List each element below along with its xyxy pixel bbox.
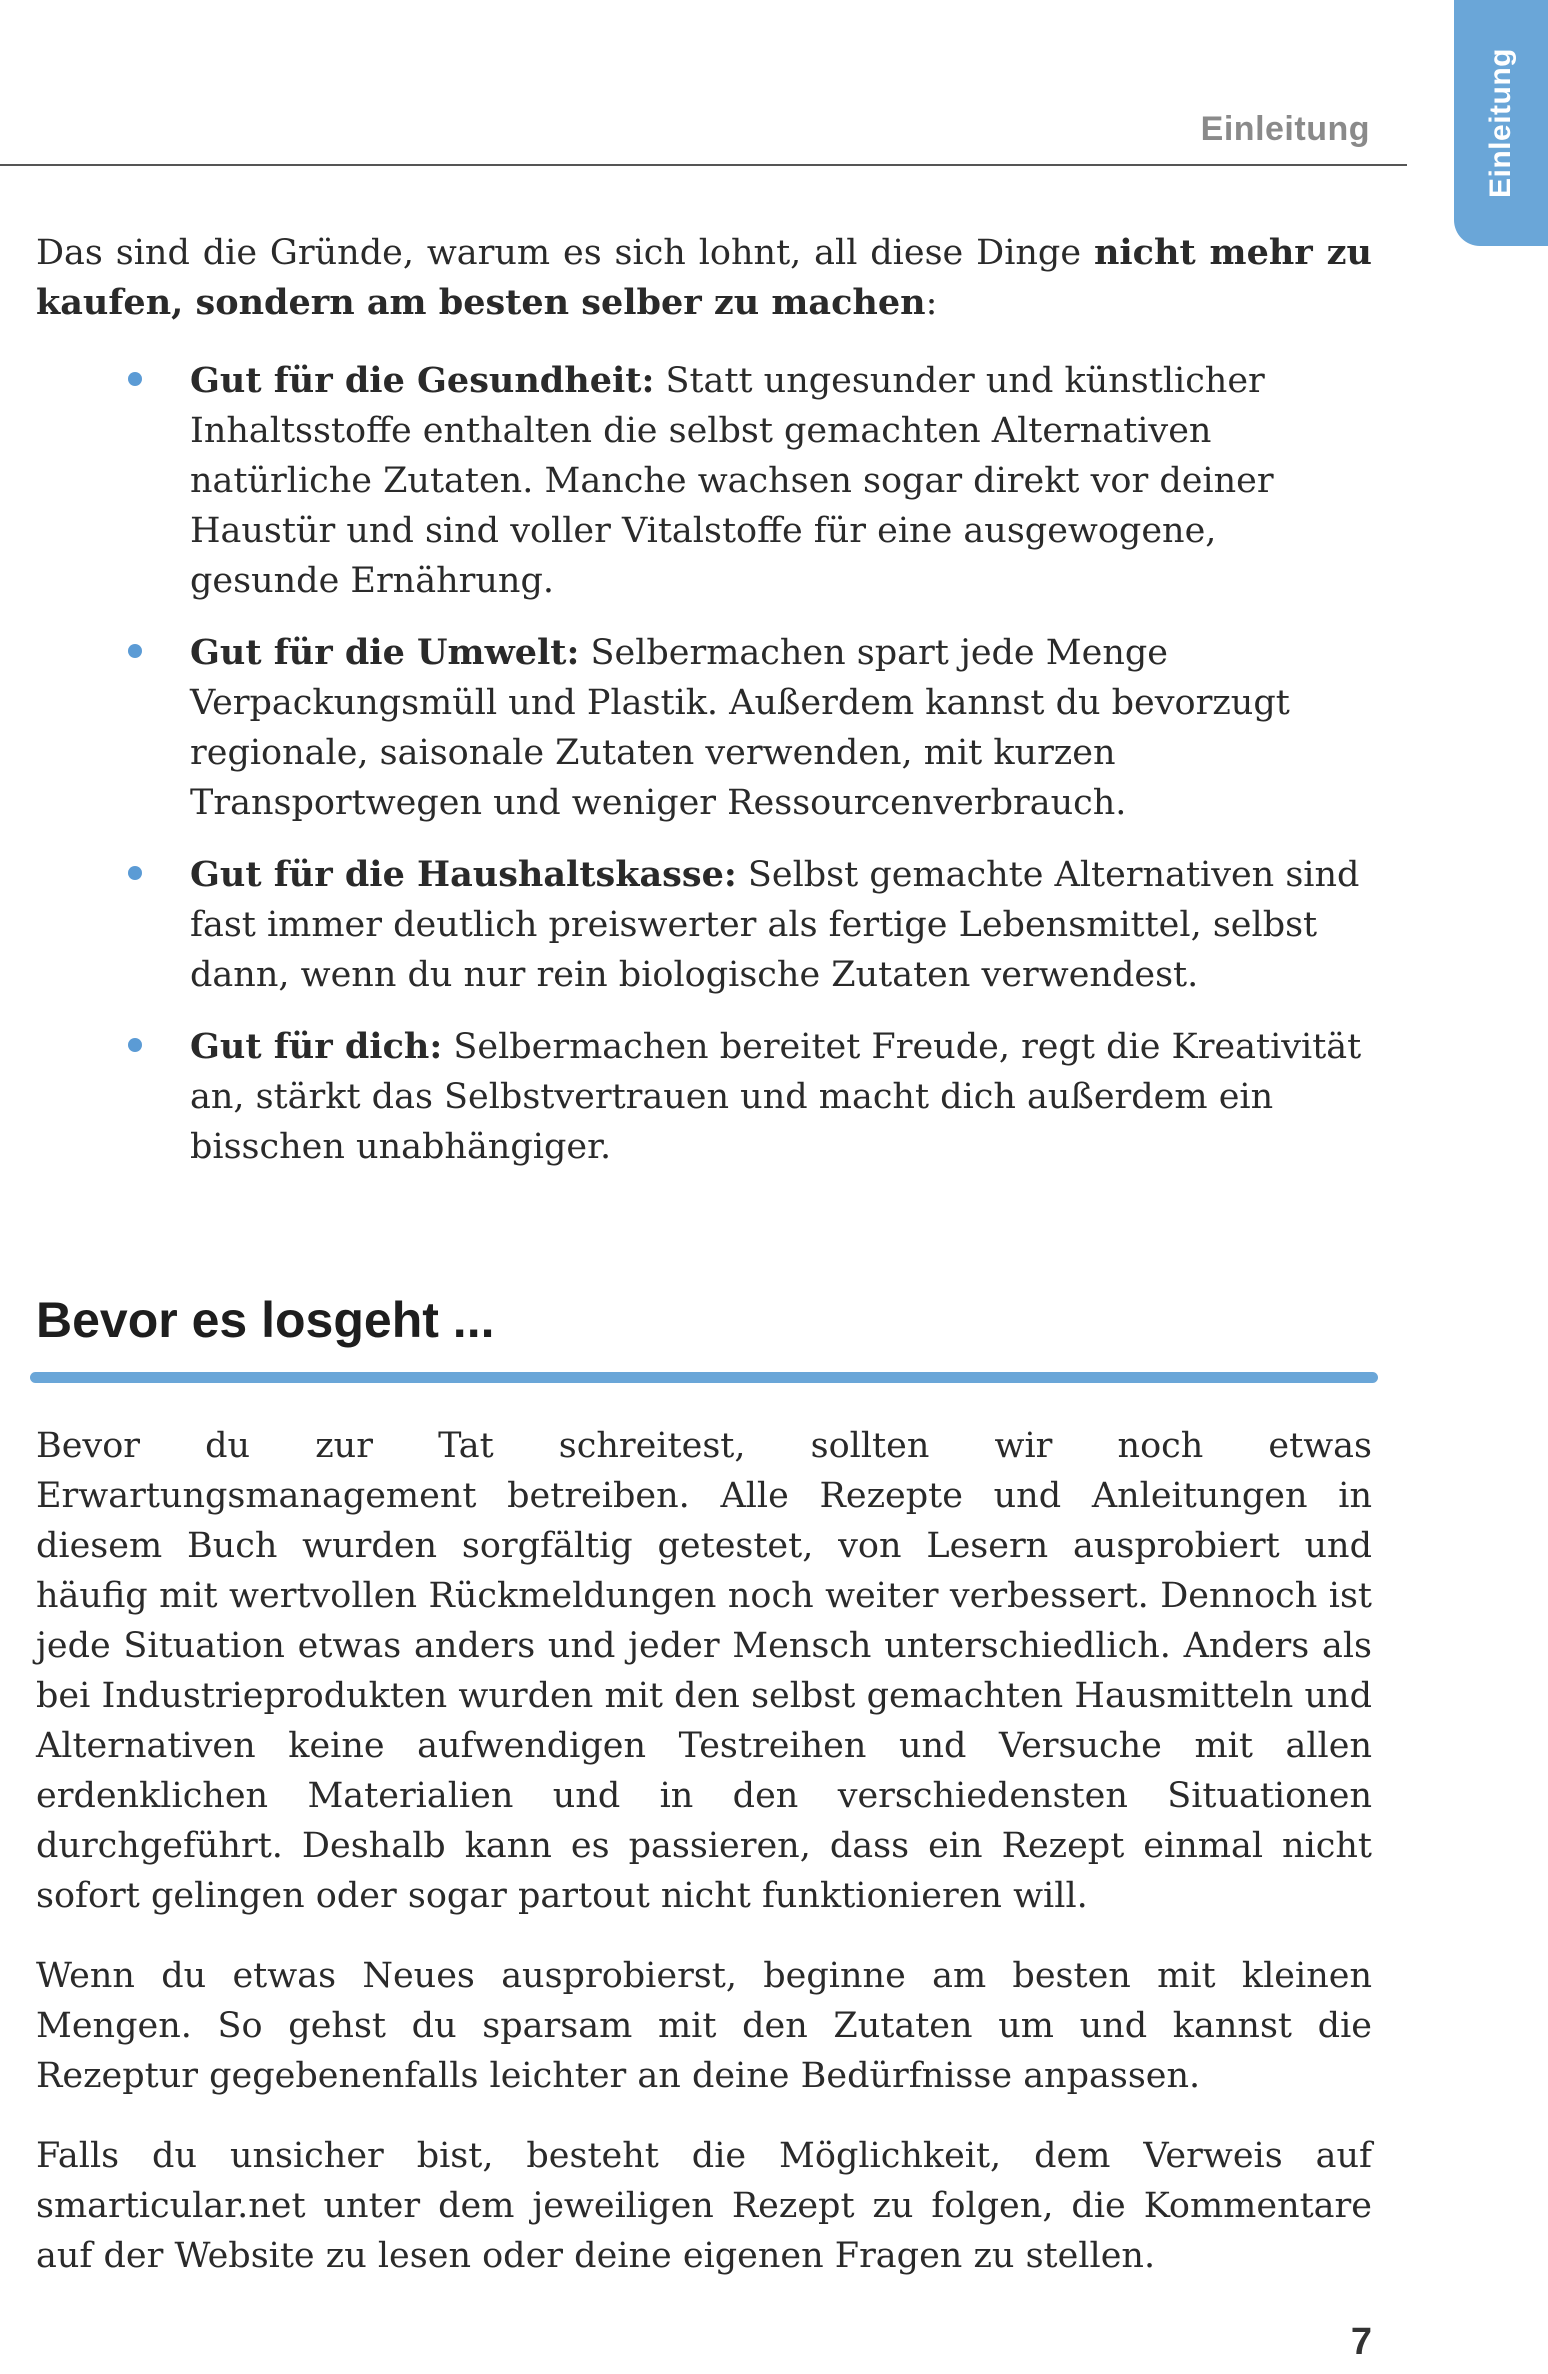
intro-prefix: Das sind die Gründe, warum es sich lohnt, all diese Dinge <box>36 233 1094 273</box>
reason-text: Selbermachen bereitet Freude, regt die Kreativität an, stärkt das Selbstvertrauen und macht dich außerdem ein bisschen unabhängiger. <box>190 1027 1362 1167</box>
body-paragraph-website: Falls du unsicher bist, besteht die Möglichkeit, dem Verweis auf smarticular.net unter dem jeweiligen Rezept zu folgen, die Kommentare auf der Website zu lesen oder deine eigenen Fragen zu stellen. <box>36 2136 1372 2276</box>
reason-item-health <box>190 356 1372 606</box>
chapter-side-tab <box>1454 0 1548 246</box>
bullet-icon <box>128 1038 142 1052</box>
reason-text: Statt ungesunder und künstlicher Inhaltsstoffe enthalten die selbst gemachten Alternativen natürliche Zutaten. Manche wachsen sogar direkt vor deiner Haustür und sind voller Vitalstoffe für eine ausgewogene, gesunde Ernährung. <box>190 361 1274 601</box>
section-title: Bevor es losgeht ... <box>36 1292 495 1348</box>
bullet-icon <box>128 372 142 386</box>
intro-suffix: : <box>925 283 938 323</box>
intro-emphasis: nicht mehr zu kaufen, sondern am besten selber zu machen <box>36 232 1372 323</box>
reason-text: Selbst gemachte Alternativen sind fast immer deutlich preiswerter als fertige Lebensmittel, selbst dann, wenn du nur rein biologische Zutaten verwendest. <box>190 855 1360 995</box>
body-paragraph-expectations: Bevor du zur Tat schreitest, sollten wir noch etwas Erwartungsmanagement betreiben. Alle Rezepte und Anleitungen in diesem Buch wurden sorgfältig getestet, von Lesern ausprobiert und häufig mit wertvollen Rückmeldungen noch weiter verbessert. Dennoch ist jede Situation etwas anders und jeder Mensch unterschiedlich. Anders als bei Industrieprodukten wurden mit den selbst gemachten Hausmitteln und Alternativen keine aufwendigen Testreihen und Versuche mit allen erdenklichen Materialien und in den verschiedensten Situationen durchgeführt. Deshalb kann es passieren, dass ein Rezept einmal nicht sofort gelingen oder sogar partout nicht funktionieren will. <box>36 1426 1372 1916</box>
page-number: 7 <box>1350 2321 1372 2363</box>
header-rule <box>0 164 1407 166</box>
reason-item-budget <box>190 850 1372 1000</box>
bullet-icon <box>128 644 142 658</box>
bullet-icon <box>128 866 142 880</box>
reason-label: Gut für die Gesundheit: <box>190 360 655 401</box>
reason-text: Selbermachen spart jede Menge Verpackungsmüll und Plastik. Außerdem kannst du bevorzugt regionale, saisonale Zutaten verwenden, mit kurzen Transportwegen und weniger Ressourcenverbrauch. <box>190 633 1290 823</box>
chapter-side-tab-label: Einleitung <box>1484 48 1517 198</box>
reason-label: Gut für dich: <box>190 1026 443 1067</box>
reason-item-self <box>190 1022 1372 1172</box>
section-title-rule <box>30 1372 1378 1383</box>
intro-paragraph <box>36 228 1372 328</box>
reason-label: Gut für die Umwelt: <box>190 632 580 673</box>
reason-item-environment <box>190 628 1372 828</box>
body-paragraph-small-amounts: Wenn du etwas Neues ausprobierst, beginne am besten mit kleinen Mengen. So gehst du sparsam mit den Zutaten um und kannst die Rezeptur gegebenenfalls leichter an deine Bedürfnisse anpassen. <box>36 1956 1372 2096</box>
running-header: Einleitung <box>1200 110 1370 148</box>
reason-label: Gut für die Haushaltskasse: <box>190 854 737 895</box>
page-content <box>36 228 1372 2281</box>
reasons-list <box>36 356 1372 1172</box>
